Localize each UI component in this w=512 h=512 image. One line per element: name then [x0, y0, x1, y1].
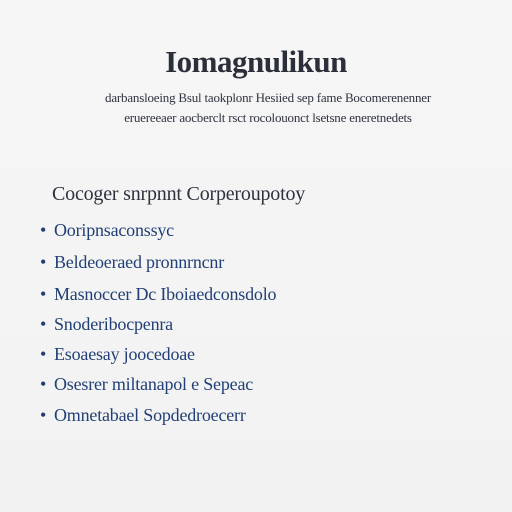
- bullet-icon: •: [40, 283, 47, 304]
- list-item: [40, 311, 173, 337]
- section-heading: Cocoger snrpnnt Corperoupotoy: [52, 183, 306, 205]
- bullet-icon: •: [40, 404, 47, 425]
- list-item: [40, 371, 253, 397]
- list-item-label: Masnoccer Dc Iboiaedconsdolo: [54, 283, 277, 304]
- subtitle-line-1: darbansloeing Bsul taokplonr Hesiied sep fame Bocomerenenner: [105, 90, 431, 105]
- list-item-label: Snoderibocpenra: [54, 313, 173, 334]
- list-item: [40, 402, 246, 428]
- list-item-label: Beldeoeraed pronnrncnr: [54, 251, 225, 272]
- list-item-label: Esoaesay joocedoae: [54, 343, 195, 364]
- bullet-icon: •: [40, 373, 47, 394]
- list-item: [40, 217, 174, 243]
- list-item-label: Ooripnsaconssyc: [54, 219, 174, 240]
- document-subtitle: [28, 88, 508, 128]
- list-item-label: Omnetabael Sopdedroecerr: [54, 404, 246, 425]
- list-item: [40, 249, 224, 275]
- bullet-icon: •: [40, 251, 47, 272]
- bullet-icon: •: [40, 343, 47, 364]
- document-title: Iomagnulikun: [165, 44, 347, 79]
- list-item: [40, 341, 195, 367]
- subtitle-line-2: eruereeaer aocberclt rsct rocolouonct lsetsne eneretnedets: [124, 110, 412, 125]
- list-item: [40, 281, 276, 307]
- bullet-icon: •: [40, 313, 47, 334]
- bullet-icon: •: [40, 219, 47, 240]
- list-item-label: Osesrer miltanapol e Sepeac: [54, 373, 254, 394]
